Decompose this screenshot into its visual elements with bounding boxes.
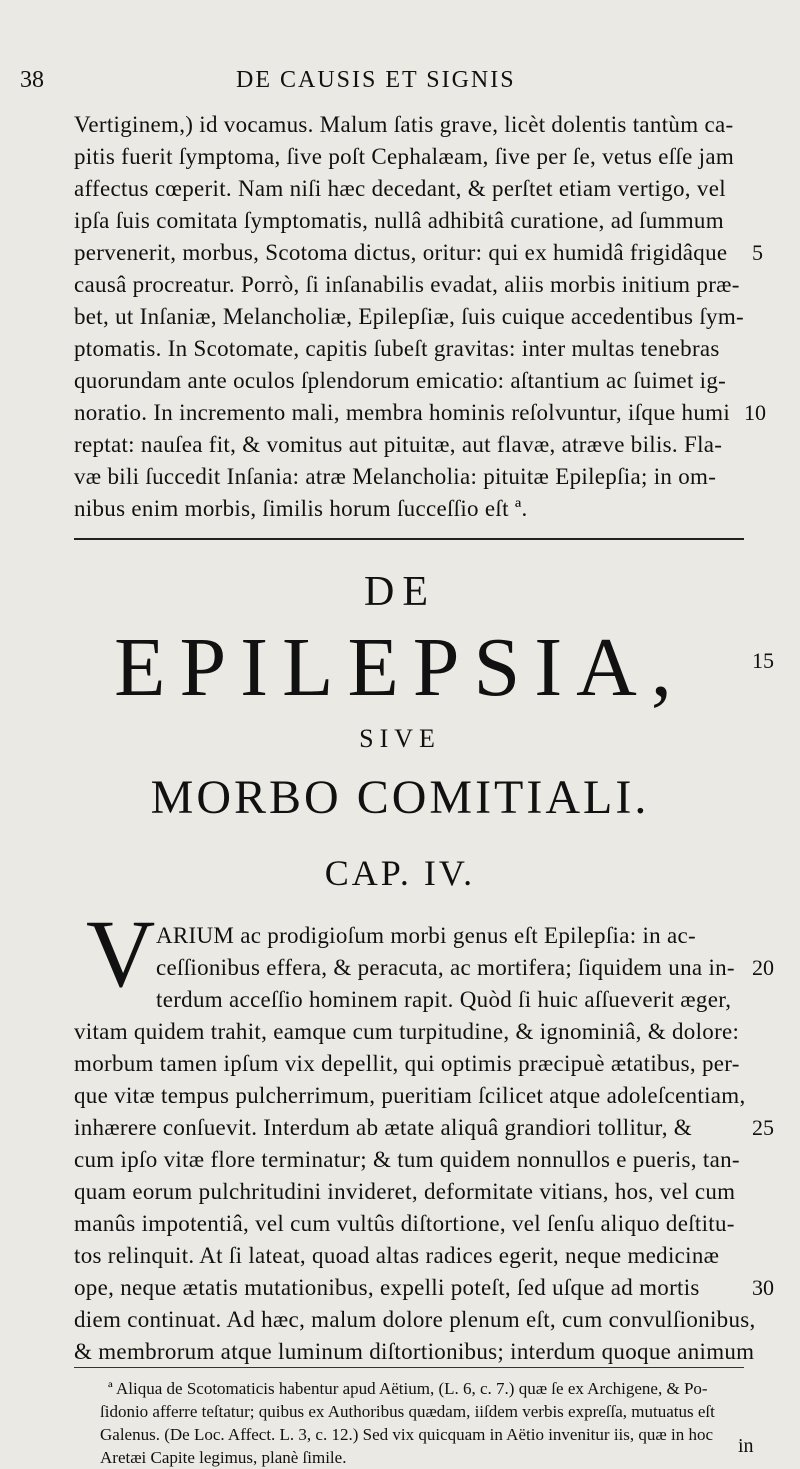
chapter-heading: CAP. IV. (324, 853, 476, 893)
text-line: cum ipſo vitæ flore terminatur; & tum quidem nonnullos e pueris, tan- (74, 1147, 740, 1172)
line-number: 25 (752, 1115, 774, 1140)
page-number: 38 (20, 67, 44, 93)
text-line: noratio. In incremento mali, membra hominis reſolvuntur, iſque humi (74, 400, 731, 425)
text-line: ceſſionibus effera, & peracuta, ac mortifera; ſiquidem una in- (156, 955, 735, 980)
title-epilepsia: EPILEPSIA, (114, 621, 686, 714)
text-line: nibus enim morbis, ſimilis horum ſucceſſio eſt ª. (74, 496, 528, 521)
text-line: quam eorum pulchritudini invideret, deformitate vitians, hos, vel cum (74, 1179, 736, 1204)
text-line: & membrorum atque luminum diſtortionibus; interdum quoque animum (74, 1339, 755, 1364)
text-line: que vitæ tempus pulcherrimum, pueritiam ſcilicet atque adoleſcentiam, (74, 1083, 746, 1108)
footnote-line: Aretæi Capite legimus, planè ſimile. (100, 1448, 347, 1467)
text-line: morbum tamen ipſum vix depellit, qui optimis præcipuè ætatibus, per- (74, 1051, 740, 1076)
text-line: ope, neque ætatis mutationibus, expelli poteſt, ſed uſque ad mortis (74, 1275, 700, 1300)
line-number: 10 (744, 400, 766, 425)
text-line: væ bili ſuccedit Inſania: atræ Melancholia: pituitæ Epilepſia; in om- (74, 464, 717, 489)
text-line: ipſa ſuis comitata ſymptomatis, nullâ adhibitâ curatione, ad ſummum (74, 208, 724, 233)
title-morbo-comitiali: MORBO COMITIALI. (150, 771, 650, 824)
line-number: 30 (752, 1275, 774, 1300)
footnote-rule (74, 1367, 744, 1368)
text-line: ptomatis. In Scotomate, capitis ſubeſt gravitas: inter multas tenebras (74, 336, 720, 361)
running-title: DE CAUSIS ET SIGNIS (236, 67, 516, 93)
text-line: reptat: nauſea fit, & vomitus aut pituitæ, aut flavæ, atræve bilis. Fla- (74, 432, 723, 457)
text-line: pervenerit, morbus, Scotoma dictus, oritur: qui ex humidâ frigidâque (74, 240, 728, 265)
line-number: 5 (752, 240, 763, 265)
text-line: Vertiginem,) id vocamus. Malum ſatis grave, licèt dolentis tantùm ca- (74, 112, 734, 137)
title-sive: SIVE (359, 724, 441, 753)
text-line: vitam quidem trahit, eamque cum turpitudine, & ignominiâ, & dolore: (74, 1019, 740, 1044)
text-line: quorundam ante oculos ſplendorum emicatio: aſtantium ac ſuimet ig- (74, 368, 727, 393)
text-line: tos relinquit. At ſi lateat, quoad altas radices egerit, neque medicinæ (74, 1243, 720, 1268)
line-number: 15 (752, 648, 774, 673)
catchword: in (738, 1435, 754, 1457)
text-line: affectus cœperit. Nam niſi hæc decedant, & perſtet etiam vertigo, vel (74, 176, 726, 201)
drop-cap: V (86, 900, 156, 1007)
text-line: pitis fuerit ſymptoma, ſive poſt Cephalæam, ſive per ſe, vetus eſſe jam (74, 144, 735, 169)
footnote-line: Galenus. (De Loc. Affect. L. 3, c. 12.) Sed vix quicquam in Aëtio invenitur iis, quæ in hoc (100, 1425, 713, 1444)
text-line: terdum acceſſio hominem rapit. Quòd ſi huic aſſueverit æger, (156, 987, 732, 1012)
line-number: 20 (752, 955, 774, 980)
text-line: diem continuat. Ad hæc, malum dolore plenum eſt, cum convulſionibus, (74, 1307, 756, 1332)
section-divider (74, 538, 744, 540)
text-line: manûs impotentiâ, vel cum vultûs diſtortione, vel ſenſu aliquo deſtitu- (74, 1211, 735, 1236)
footnote-line: ſidonio afferre teſtatur; quibus ex Authoribus quædam, iiſdem verbis expreſſa, mutuatus eſt (100, 1402, 715, 1421)
text-line: bet, ut Inſaniæ, Melancholiæ, Epilepſiæ, ſuis cuique accedentibus ſym- (74, 304, 744, 329)
text-line: inhærere conſuevit. Interdum ab ætate aliquâ grandiori tollitur, & (74, 1115, 692, 1140)
footnote-line: ª Aliqua de Scotomaticis habentur apud Aëtium, (L. 6, c. 7.) quæ ſe ex Archigene, & Po- (108, 1379, 708, 1398)
text-line: ARIUM ac prodigioſum morbi genus eſt Epilepſia: in ac- (156, 923, 696, 948)
title-de: DE (364, 569, 436, 615)
text-line: causâ procreatur. Porrò, ſi inſanabilis evadat, aliis morbis initium præ- (74, 272, 740, 297)
